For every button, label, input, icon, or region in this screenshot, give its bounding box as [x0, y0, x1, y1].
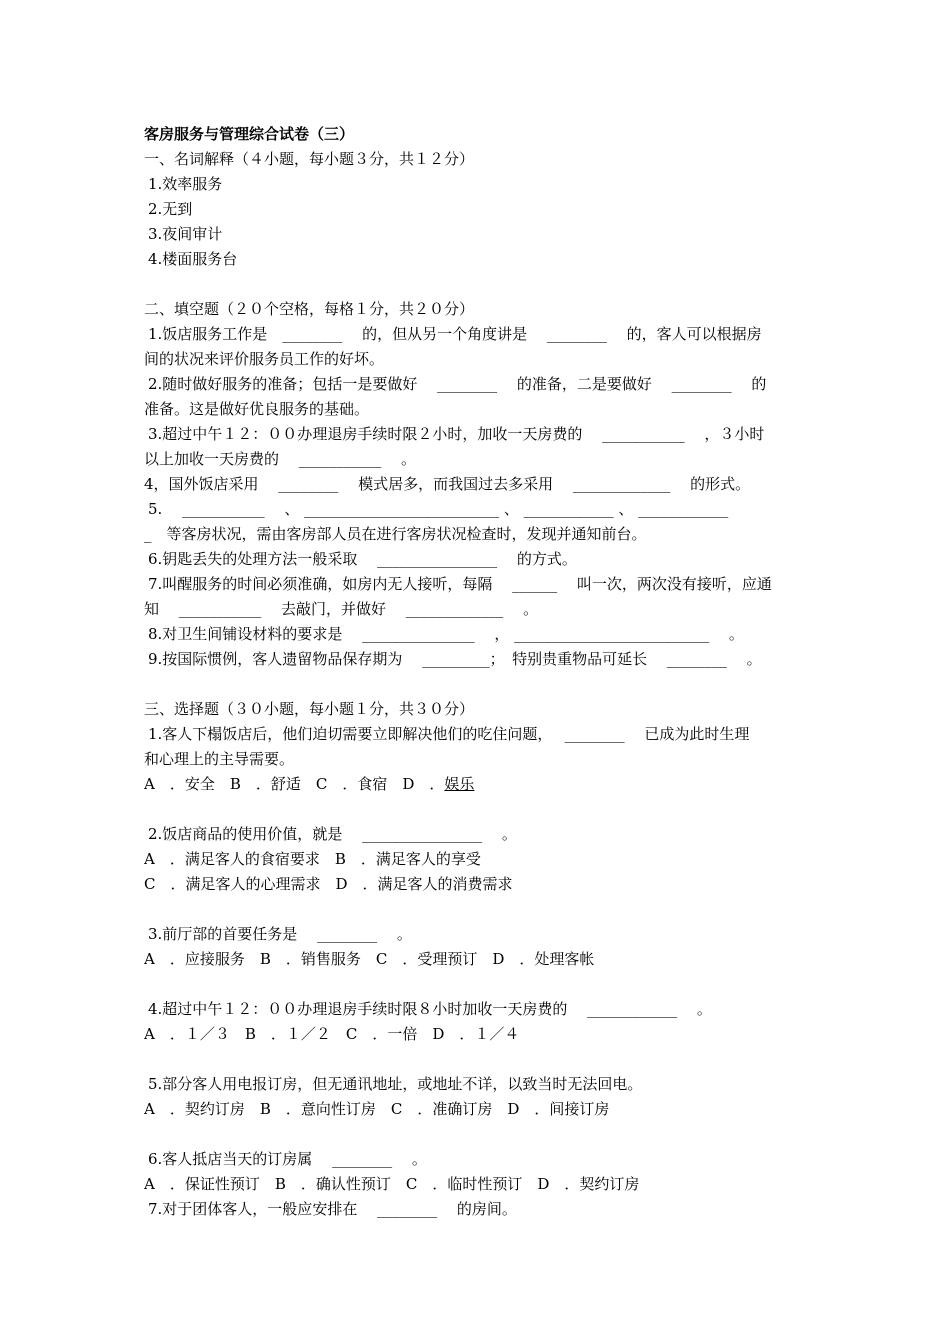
fill-line: _ 等客房状况，需由客房部人员在进行客房状况检查时，发现并通知前台。	[144, 525, 647, 543]
question-3-stem: 3.前厅部的首要任务是 ________ 。	[148, 925, 412, 943]
question-3-options: A ．应接服务 B ．销售服务 C ．受理预订 D ．处理客帐	[144, 950, 595, 968]
fill-line: 间的状况来评价服务员工作的好坏。	[144, 350, 385, 368]
fill-line: 3.超过中午１２：００办理退房手续时限２小时，加收一天房费的 ___________ ，３小时	[148, 425, 765, 443]
question-1-stem: 1.客人下榻饭店后，他们迫切需要立即解决他们的吃住问题， ________ 已成为此时生理	[148, 725, 750, 743]
question-1-options	[144, 772, 808, 797]
fill-line: 4，国外饭店采用 ________ 模式居多，而我国过去多采用 _____________ 的形式。	[144, 475, 751, 493]
fill-line: 6.钥匙丢失的处理方法一般采取 ________________ 的方式。	[148, 550, 577, 568]
question-5-options: A ．契约订房 B ．意向性订房 C ．准确订房 D ．间接订房	[144, 1100, 610, 1118]
fill-line: 准备。这是做好优良服务的基础。	[144, 400, 370, 418]
fill-line: 5. ___________ 、 __________________________ 、 ____________ 、 ____________	[148, 500, 729, 518]
fill-line: 以上加收一天房费的 ___________ 。	[144, 450, 417, 468]
section-3-heading: 三、选择题（３０小题，每小题１分，共３０分）	[144, 700, 475, 718]
question-1-options-text: A ．安全 B ．舒适 C ．食宿 D ．	[144, 775, 445, 793]
term-item: 3.夜间审计	[148, 225, 223, 243]
fill-line: 2.随时做好服务的准备；包括一是要做好 ________ 的准备，二是要做好 ________ 的	[148, 375, 767, 393]
question-1-option-d: 娱乐	[444, 775, 475, 793]
exam-title: 客房服务与管理综合试卷（三）	[144, 125, 355, 143]
term-item: 4.楼面服务台	[148, 250, 238, 268]
section-2-heading: 二、填空题（２０个空格，每格１分，共２０分）	[144, 300, 475, 318]
fill-line: 7.叫醒服务的时间必须准确，如房内无人接听，每隔 ______ 叫一次，两次没有接听，应通	[148, 575, 772, 593]
question-5-stem: 5.部分客人用电报订房，但无通讯地址，或地址不详，以致当时无法回电。	[148, 1075, 643, 1093]
question-6-stem: 6.客人抵店当天的订房属 ________ 。	[148, 1150, 427, 1168]
question-2-options: C ．满足客人的心理需求 D ．满足客人的消费需求	[144, 875, 513, 893]
question-6-options: A ．保证性预订 B ．确认性预订 C ．临时性预订 D ．契约订房	[144, 1175, 640, 1193]
fill-line: 9.按国际惯例，客人遗留物品保存期为 _________； 特别贵重物品可延长 ________ 。	[148, 650, 762, 668]
fill-line: 1.饭店服务工作是 ________ 的，但从另一个角度讲是 ________ 的，客人可以根据房	[148, 325, 762, 343]
question-1-stem: 和心理上的主导需要。	[144, 750, 295, 768]
question-4-options: A ．１／３ B ．１／２ C ．一倍 D ．１／４	[144, 1025, 520, 1043]
question-2-stem: 2.饭店商品的使用价值，就是 ________________ 。	[148, 825, 517, 843]
question-7-stem: 7.对于团体客人，一般应安排在 ________ 的房间。	[148, 1200, 517, 1218]
term-item: 1.效率服务	[148, 175, 223, 193]
fill-line: 知 ___________ 去敲门，并做好 _____________ 。	[144, 600, 539, 618]
question-2-options: A ．满足客人的食宿要求 B ．满足客人的享受	[144, 850, 481, 868]
fill-line: 8.对卫生间铺设材料的要求是 _______________ ， __________________________ 。	[148, 625, 744, 643]
exam-page	[144, 122, 808, 1222]
term-item: 2.无到	[148, 200, 193, 218]
section-1-heading: 一、名词解释（４小题，每小题３分，共１２分）	[144, 150, 475, 168]
question-4-stem: 4.超过中午１２：００办理退房手续时限８小时加收一天房费的 ____________ 。	[148, 1000, 712, 1018]
